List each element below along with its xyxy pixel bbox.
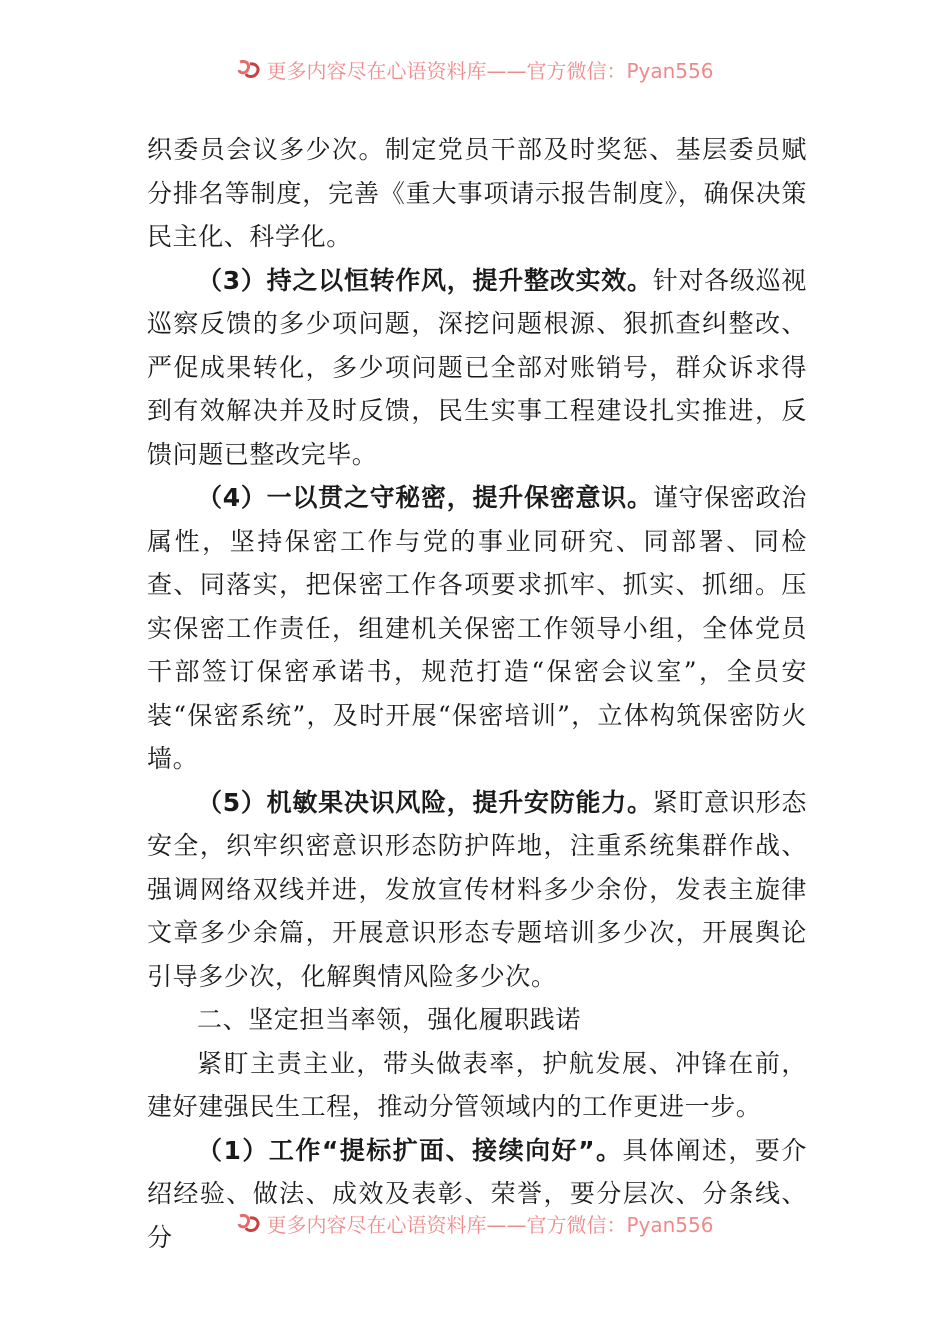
watermark-footer [0,1208,950,1238]
paragraph [147,781,807,999]
paragraph-text: 针对各级巡视巡察反馈的多少项问题，深挖问题根源、狠抓查纠整改、严促成果转化，多少项问题已全部对账销号，群众诉求得到有效解决并及时反馈，民生实事工程建设扎实推进，反馈问题已整改完毕。 [147,265,807,469]
logo-icon [236,1212,262,1234]
paragraph-text: 谨守保密政治属性，坚持保密工作与党的事业同研究、同部署、同检查、同落实，把保密工作各项要求抓牢、抓实、抓细。压实保密工作责任，组建机关保密工作领导小组，全体党员干部签订保密承诺书，规范打造“保密会议室”，全员安装“保密系统”，及时开展“保密培训”，立体构筑保密防火墙。 [147,483,807,773]
document-body [147,128,807,1259]
paragraph-text: 二、坚定担当率领，强化履职践诺 [197,1005,582,1034]
paragraph [147,1129,807,1260]
section-heading [147,998,807,1042]
watermark-header [0,54,950,84]
paragraph-lead: （3）持之以恒转作风，提升整改实效。 [197,265,653,295]
watermark-text: 更多内容尽在心语资料库——官方微信：Pyan556 [266,58,714,83]
paragraph [147,1042,807,1129]
paragraph-text: 紧盯主责主业，带头做表率，护航发展、冲锋在前，建好建强民生工程，推动分管领域内的工作更进一步。 [147,1048,807,1121]
paragraph-text: 紧盯意识形态安全，织牢织密意识形态防护阵地，注重系统集群作战、强调网络双线并进，发放宣传材料多少余份，发表主旋律文章多少余篇，开展意识形态专题培训多少次，开展舆论引导多少次，化解舆情风险多少次。 [147,787,807,991]
paragraph-text: 织委员会议多少次。制定党员干部及时奖惩、基层委员赋分排名等制度，完善《重大事项请示报告制度》，确保决策民主化、科学化。 [147,135,807,251]
paragraph [147,476,807,781]
paragraph [147,128,807,259]
paragraph-lead: （1）工作“提标扩面、接续向好”。 [197,1135,623,1165]
watermark-text: 更多内容尽在心语资料库——官方微信：Pyan556 [266,1212,714,1237]
logo-icon [236,58,262,80]
paragraph-text: 具体阐述，要介绍经验、做法、成效及表彰、荣誉，要分层次、分条线、分 [147,1135,807,1252]
paragraph-lead: （4）一以贯之守秘密，提升保密意识。 [197,483,653,512]
paragraph-lead: （5）机敏果决识风险，提升安防能力。 [197,787,653,817]
paragraph [147,259,807,477]
